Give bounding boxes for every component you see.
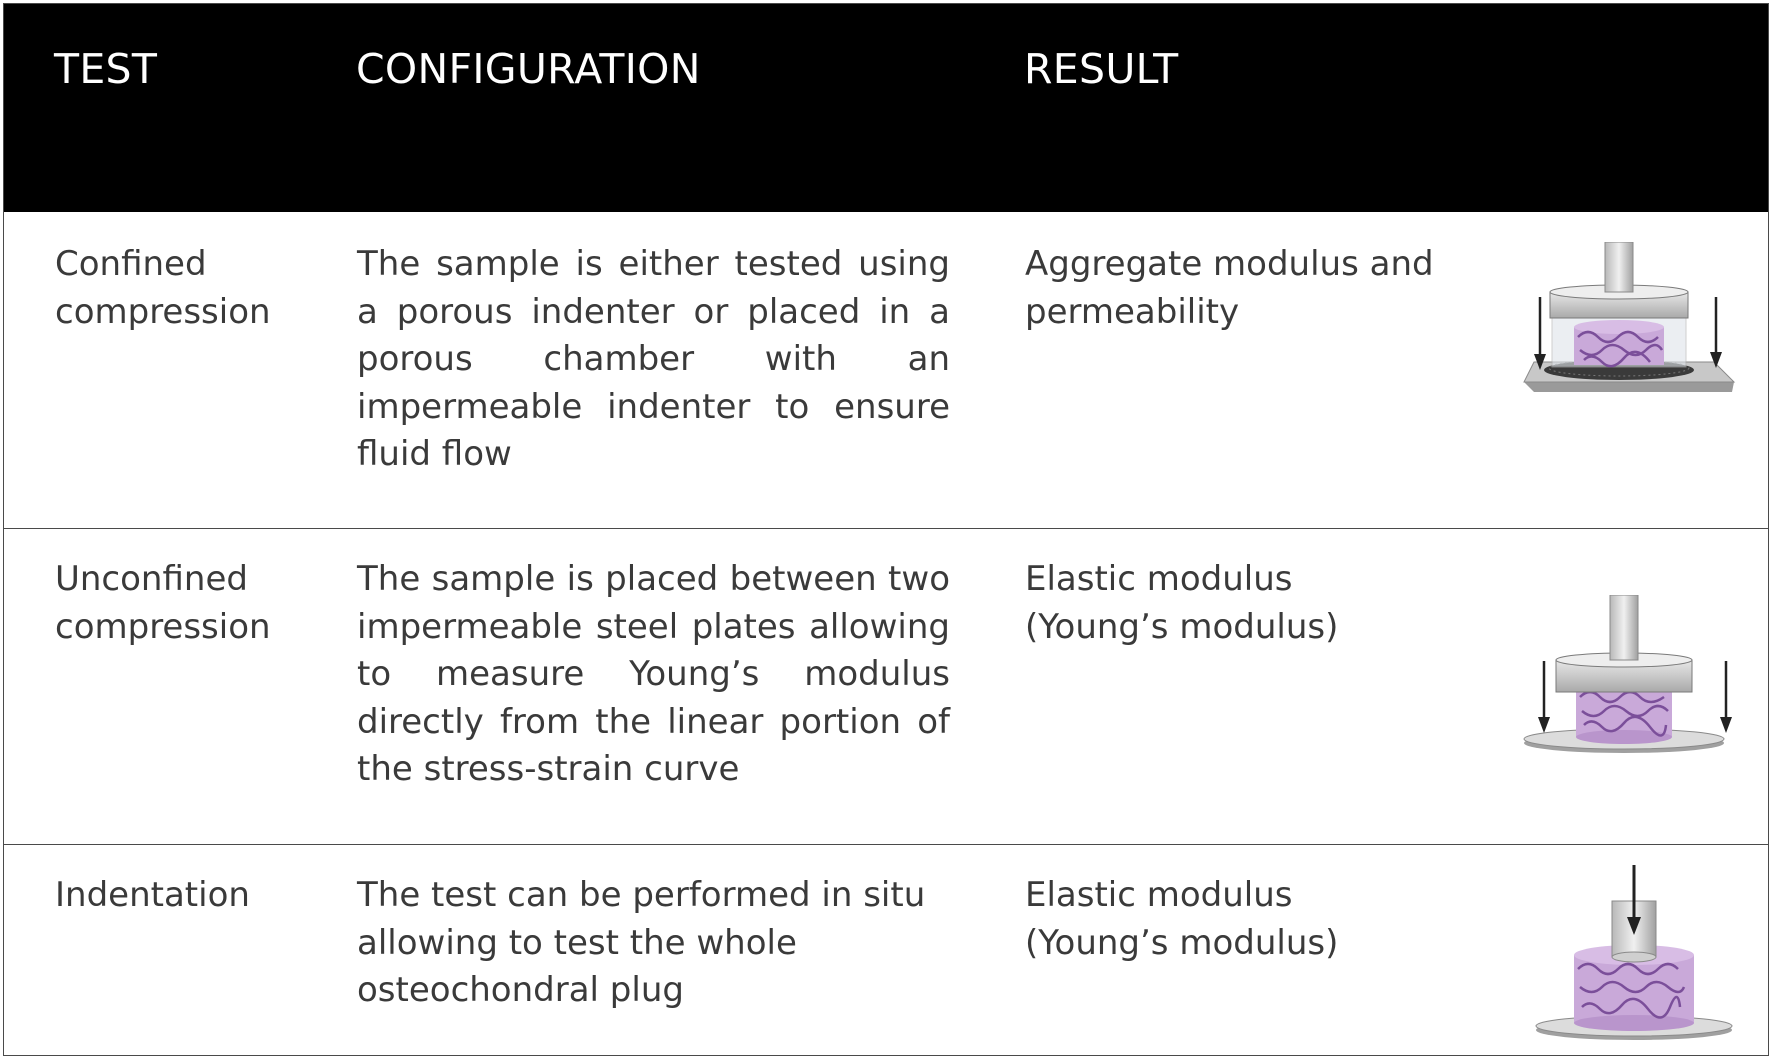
mechanical-tests-table xyxy=(3,3,1769,1056)
test-result: Elastic modulus (Young’s modulus) xyxy=(1025,875,1339,963)
test-configuration: The sample is placed between two impermeable steel plates allowing to measure Young’s modulus directly from the linear portion of the stress-strain curve xyxy=(357,559,950,789)
test-name: Indentation xyxy=(55,875,250,915)
test-result: Aggregate modulus and permeability xyxy=(1025,244,1434,332)
test-result: Elastic modulus (Young’s modulus) xyxy=(1025,559,1339,647)
test-name: Unconfined compression xyxy=(55,559,271,647)
test-name: Confined compression xyxy=(55,244,271,332)
header-configuration: CONFIGURATION xyxy=(356,45,701,93)
table-row xyxy=(4,844,1768,1054)
table-row xyxy=(4,212,1768,528)
table-header xyxy=(4,4,1768,212)
unconfined-compression-diagram-icon xyxy=(1504,595,1744,765)
header-result: RESULT xyxy=(1024,45,1179,93)
test-configuration: The test can be performed in situ allowing to test the whole osteochondral plug xyxy=(357,875,926,1010)
indentation-diagram-icon xyxy=(1524,865,1744,1045)
table-row xyxy=(4,528,1768,844)
test-configuration: The sample is either tested using a porous indenter or placed in a porous chamber with an impermeable indenter to ensure fluid flow xyxy=(357,244,950,474)
confined-compression-diagram-icon xyxy=(1504,242,1744,422)
header-test: TEST xyxy=(54,45,158,93)
